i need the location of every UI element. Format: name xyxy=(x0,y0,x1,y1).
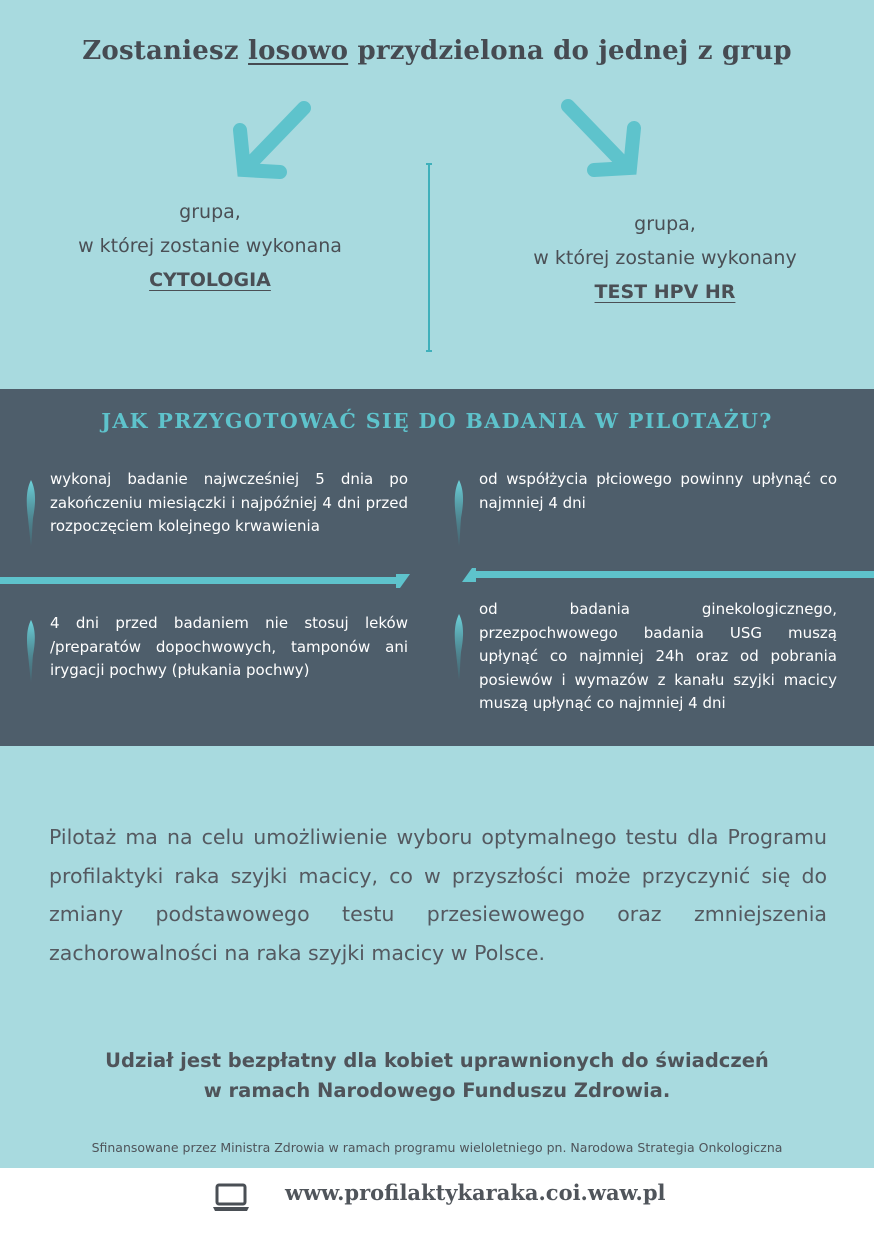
headline-before: Zostaniesz xyxy=(82,36,239,66)
group-description: w której zostanie wykonany xyxy=(533,247,797,269)
group-description: w której zostanie wykonana xyxy=(78,235,342,257)
tip-text: wykonaj badanie najwcześniej 5 dnia po zakończeniu miesiączki i najpóźniej 4 dni przed rozpoczęciem kolejnego krwawienia xyxy=(50,470,408,535)
free-participation-line: w ramach Narodowego Funduszu Zdrowia. xyxy=(203,1079,671,1102)
website-link[interactable]: www.profilaktykaraka.coi.waw.pl xyxy=(285,1180,666,1205)
arrow-right-down-icon xyxy=(556,96,646,186)
group-label: grupa, xyxy=(179,201,241,223)
droplet-icon xyxy=(452,478,466,548)
divider-arrow-right-line xyxy=(460,566,874,584)
free-participation-line: Udział jest bezpłatny dla kobiet uprawnionych do świadczeń xyxy=(105,1049,769,1072)
laptop-icon xyxy=(212,1183,250,1213)
tip-text: od współżycia płciowego powinny upłynąć co najmniej 4 dni xyxy=(479,470,837,512)
arrow-left-down-icon xyxy=(228,98,318,188)
group-name: TEST HPV HR xyxy=(594,281,736,303)
group-label: grupa, xyxy=(634,213,696,235)
tip-cycle-timing xyxy=(50,468,408,539)
group-hpv-test xyxy=(480,207,850,309)
tip-text: od badania ginekologicznego, przezpochwowego badania USG muszą upłynąć co najmniej 24h oraz od pobrania posiewów i wymazów z kanału szyjki macicy muszą upłynąć co najmniej 4 dni xyxy=(479,600,837,712)
droplet-icon xyxy=(24,478,38,548)
headline-emphasis: losowo xyxy=(248,36,349,66)
droplet-icon xyxy=(24,618,38,684)
droplet-icon xyxy=(452,612,466,682)
headline-after: przydzielona do jednej z grup xyxy=(357,36,792,66)
vertical-divider xyxy=(422,160,436,355)
free-participation-note xyxy=(40,1046,834,1106)
divider-arrow-left-line xyxy=(0,572,412,590)
funding-note: Sfinansowane przez Ministra Zdrowia w ramach programu wieloletniego pn. Narodowa Strategia Onkologiczna xyxy=(91,1140,783,1155)
tip-text: 4 dni przed badaniem nie stosuj leków /preparatów dopochwowych, tamponów ani irygacji pochwy (płukania pochwy) xyxy=(50,614,408,679)
tip-vaginal-products xyxy=(50,612,408,683)
tip-intercourse xyxy=(479,468,837,515)
pilot-description: Pilotaż ma na celu umożliwienie wyboru optymalnego testu dla Programu profilaktyki raka szyjki macicy, co w przyszłości może przyczynić się do zmiany podstawowego testu przesiewowego oraz zmniejszenia zachorowalności na raka szyjki macicy w Polsce. xyxy=(49,825,827,965)
tip-examinations xyxy=(479,598,837,716)
group-name: CYTOLOGIA xyxy=(149,269,271,291)
group-cytology xyxy=(30,195,390,297)
page-headline xyxy=(0,36,874,66)
preparation-title: JAK PRZYGOTOWAĆ SIĘ DO BADANIA W PILOTAŻU? xyxy=(101,409,773,433)
